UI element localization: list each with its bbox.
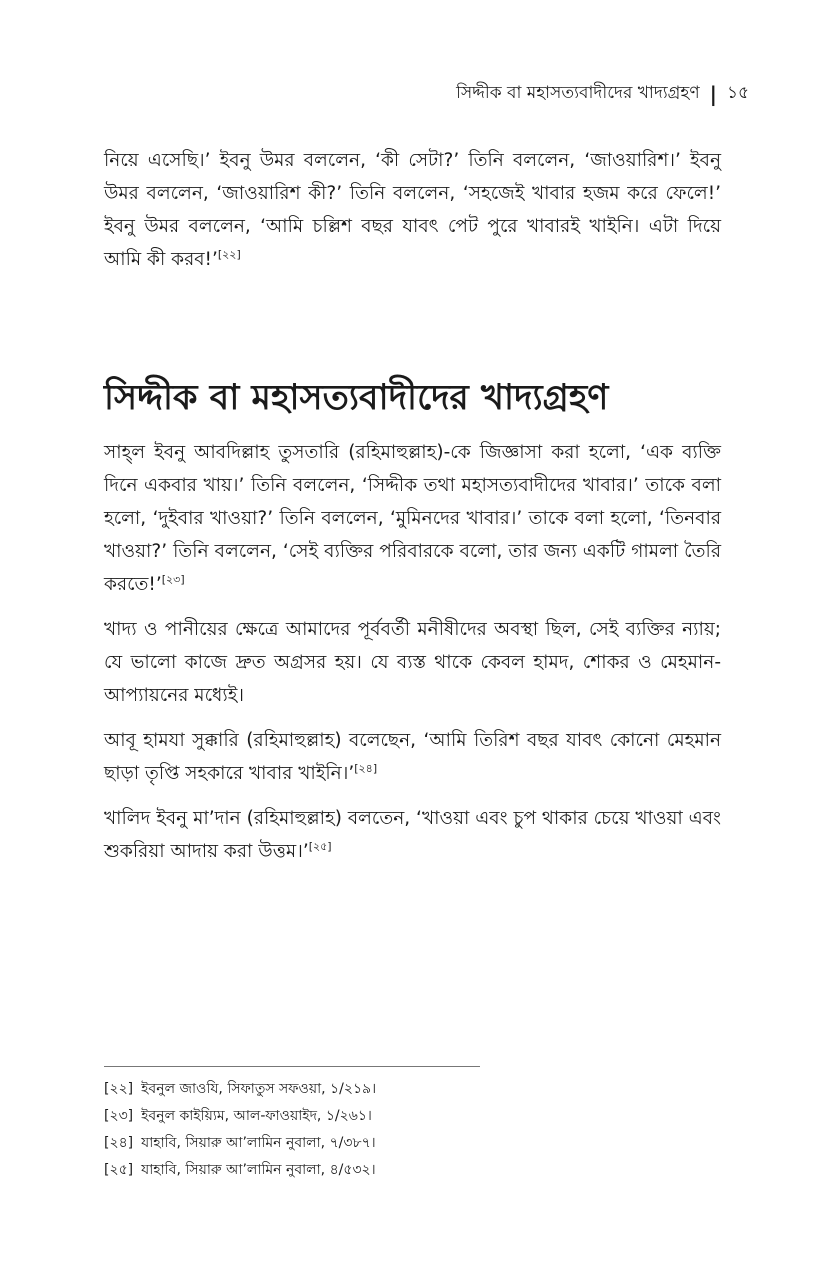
footnote-text: যাহাবি, সিয়ারু আ’লামিন নুবালা, ৭/৩৮৭। (141, 1135, 376, 1151)
footnote-item (104, 1103, 704, 1130)
intro-paragraph (104, 144, 721, 288)
intro-text: নিয়ে এসেছি।’ ইবনু উমর বললেন, ‘কী সেটা?’ তিনি বললেন, ‘জাওয়ারিশ।’ ইবনু উমর বললেন, ‘জাওয়ারিশ কী?’ তিনি বললেন, ‘সহজেই খাবার হজম করে ফেলে!’ ইবনু উমর বললেন, ‘আমি চল্লিশ বছর যাবৎ পেট পুরে খাবারই খাইনি। এটা দিয়ে আমি কী করব!’ (104, 150, 721, 270)
running-title: সিদ্দীক বা মহাসত্যবাদীদের খাদ্যগ্রহণ (456, 83, 700, 103)
footnote-number: [২৩] (104, 1108, 134, 1124)
paragraph-text: খাদ্য ও পানীয়ের ক্ষেত্রে আমাদের পূর্ববর্তী মনীষীদের অবস্থা ছিল, সেই ব্যক্তির ন্যায়; যে ভালো কাজে দ্রুত অগ্রসর হয়। যে ব্যস্ত থাকে কেবল হামদ, শোকর ও মেহমান-আপ্যায়নের মধ্যেই। (104, 619, 721, 706)
footnote-text: যাহাবি, সিয়ারু আ’লামিন নুবালা, ৪/৫৩২। (141, 1162, 376, 1178)
page-number: ১৫ (726, 83, 749, 103)
section-title: সিদ্দীক বা মহাসত্যবাদীদের খাদ্যগ্রহণ (104, 378, 609, 418)
footnote-number: [২২] (104, 1081, 134, 1097)
paragraph-text: আবূ হামযা সুক্কারি (রহিমাহুল্লাহ) বলেছেন, ‘আমি তিরিশ বছর যাবৎ কোনো মেহমান ছাড়া তৃপ্তি সহকারে খাবার খাইনি।’ (104, 730, 721, 784)
footnote-text: ইবনুল কাইয়্যিম, আল-ফাওয়াইদ, ১/২৬১। (141, 1108, 372, 1124)
paragraph (104, 436, 721, 601)
footnote-ref-22[interactable]: [২২] (217, 247, 241, 261)
footnote-item (104, 1130, 704, 1157)
footnote-item (104, 1076, 704, 1103)
footnote-ref-24[interactable]: [২৪] (354, 761, 378, 775)
running-header (456, 80, 749, 108)
paragraph-text: সাহ্‌ল ইবনু আবদিল্লাহ তুসতারি (রহিমাহুল্লাহ)-কে জিজ্ঞাসা করা হলো, ‘এক ব্যক্তি দিনে একবার খায়।’ তিনি বললেন, ‘সিদ্দীক তথা মহাসত্যবাদীদের খাবার।’ তাকে বলা হলো, ‘দুইবার খাওয়া?’ তিনি বললেন, ‘মুমিনদের খাবার।’ তাকে বলা হলো, ‘তিনবার খাওয়া?’ তিনি বললেন, ‘সেই ব্যক্তির পরিবারকে বলো, তার জন্য একটি গামলা তৈরি করতে!’ (104, 442, 721, 595)
footnote-item (104, 1157, 704, 1184)
footnote-number: [২৫] (104, 1162, 134, 1178)
footnote-number: [২৪] (104, 1135, 134, 1151)
paragraph-text: খালিদ ইবনু মা’দান (রহিমাহুল্লাহ) বলতেন, ‘খাওয়া এবং চুপ থাকার চেয়ে খাওয়া এবং শুকরিয়া আদায় করা উত্তম।’ (104, 808, 721, 862)
paragraph (104, 802, 721, 868)
footnote-ref-25[interactable]: [২৫] (308, 839, 332, 853)
header-separator: | (709, 82, 717, 106)
section-body (104, 436, 721, 880)
footnote-text: ইবনুল জাওযি, সিফাতুস সফওয়া, ১/২১৯। (141, 1081, 377, 1097)
paragraph (104, 613, 721, 712)
footnote-divider (104, 1066, 480, 1067)
paragraph (104, 724, 721, 790)
footnote-ref-23[interactable]: [২৩] (161, 572, 185, 586)
footnotes (104, 1076, 704, 1184)
